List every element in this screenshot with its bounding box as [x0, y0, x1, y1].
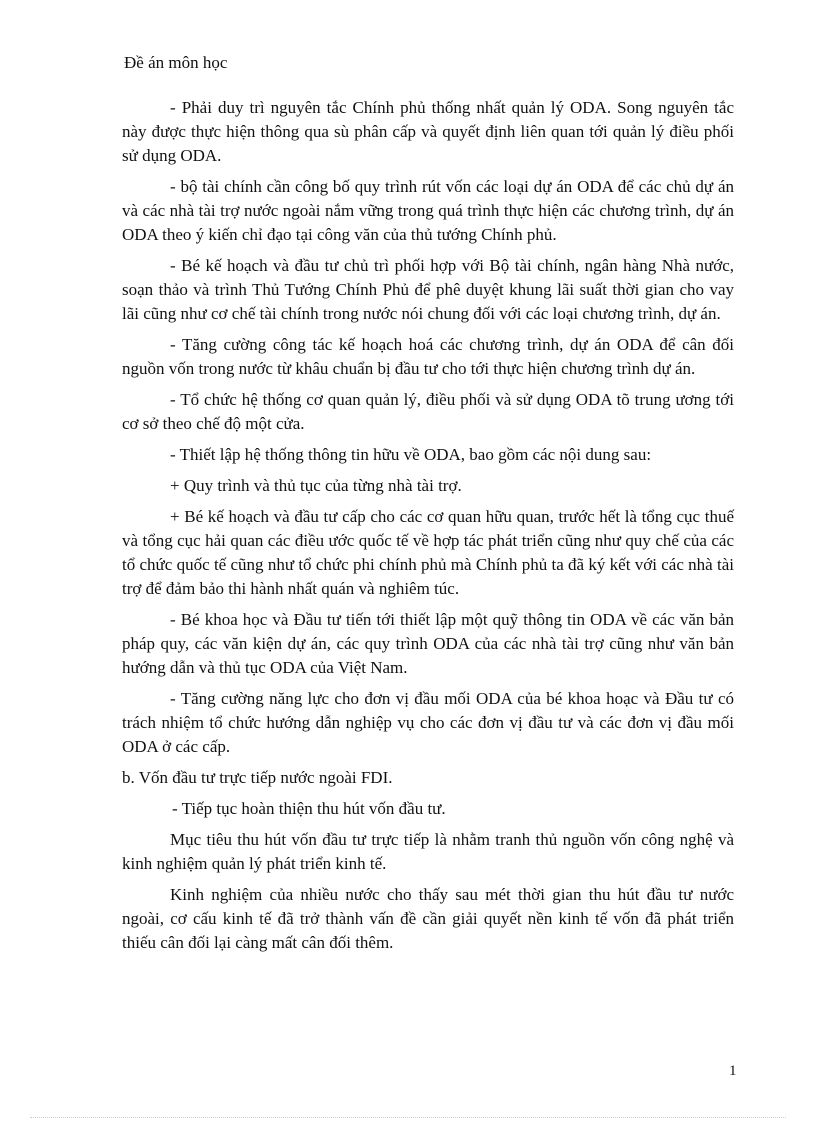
footer-divider	[30, 1117, 786, 1118]
paragraph-continue-attraction: - Tiếp tục hoàn thiện thu hút vốn đầu tư.	[172, 799, 446, 818]
section-heading-fdi: b. Vốn đầu tư trực tiếp nước ngoài FDI.	[122, 768, 393, 787]
paragraph-finance-ministry: - bộ tài chính cần công bố quy trình rút vốn các loại dự án ODA để các chủ dự án và các nhà tài trợ nước ngoài nắm vững trong quá trình thực hiện các chương trình, dự án ODA theo ý kiến chỉ đạo tại công văn của thủ tướng Chính phủ.	[122, 177, 734, 244]
page-number: 1	[729, 1063, 737, 1079]
paragraph-organization-system: - Tổ chức hệ thống cơ quan quản lý, điều phối và sử dụng ODA tõ trung ương tới cơ sở theo chế độ một cửa.	[122, 390, 734, 433]
paragraph-treaties: + Bé kế hoạch và đầu tư cấp cho các cơ quan hữu quan, trước hết là tổng cục thuế và tổng cục hải quan các điều ước quốc tế về hợp tác phát triển cũng như quy chế của các tổ chức quốc tế cũng như tổ chức phi chính phủ mà Chính phủ ta đã ký kết với các nhà tài trợ để đảm bảo thi hành nhất quán và nghiêm túc.	[122, 507, 734, 598]
paragraph-planning-work: - Tăng cường công tác kế hoạch hoá các chương trình, dự án ODA để cân đối nguồn vốn trong nước từ khâu chuẩn bị đầu tư cho tới thực hiện chương trình dự án.	[122, 335, 734, 378]
paragraph-country-experience: Kinh nghiệm của nhiều nước cho thấy sau mét thời gian thu hút đầu tư nước ngoài, cơ cấu kinh tế đã trở thành vấn đề cần giải quyết nền kinh tế vốn đã phát triển thiếu cân đối lại càng mất cân đối thêm.	[122, 885, 734, 952]
paragraph-fdi-goal: Mục tiêu thu hút vốn đầu tư trực tiếp là nhằm tranh thủ nguồn vốn công nghệ và kinh nghiệm quản lý phát triển kinh tế.	[122, 830, 734, 873]
document-body	[122, 96, 734, 962]
paragraph-procedures: + Quy trình và thủ tục của từng nhà tài trợ.	[170, 476, 462, 495]
paragraph-information-system: - Thiết lập hệ thống thông tin hữu về ODA, bao gồm các nội dung sau:	[170, 445, 652, 464]
paragraph-oda-principle: - Phải duy trì nguyên tắc Chính phủ thống nhất quản lý ODA. Song nguyên tắc này được thực hiện thông qua sù phân cấp và quyết định liên quan tới quản lý điều phối sử dụng ODA.	[122, 98, 734, 165]
document-header-title: Đề án môn học	[124, 53, 228, 72]
paragraph-information-fund: - Bé khoa học và Đầu tư tiến tới thiết lập một quỹ thông tin ODA về các văn bản pháp quy, các văn kiện dự án, các quy trình ODA của các nhà tài trợ cũng như văn bản hướng dẫn và thủ tục ODA của Việt Nam.	[122, 610, 734, 677]
paragraph-planning-investment: - Bé kế hoạch và đầu tư chủ trì phối hợp với Bộ tài chính, ngân hàng Nhà nước, soạn thảo và trình Thủ Tướng Chính Phủ để phê duyệt khung lãi suất thời gian cho vay lãi cũng như cơ chế tài chính trong nước nói chung đối với các loại chương trình, dự án.	[122, 256, 734, 323]
paragraph-capacity: - Tăng cường năng lực cho đơn vị đầu mối ODA của bé khoa hoạc và Đầu tư có trách nhiệm tổ chức hướng dẫn nghiệp vụ cho các đơn vị đầu tư và các đơn vị đầu mối ODA ở các cấp.	[122, 689, 734, 756]
